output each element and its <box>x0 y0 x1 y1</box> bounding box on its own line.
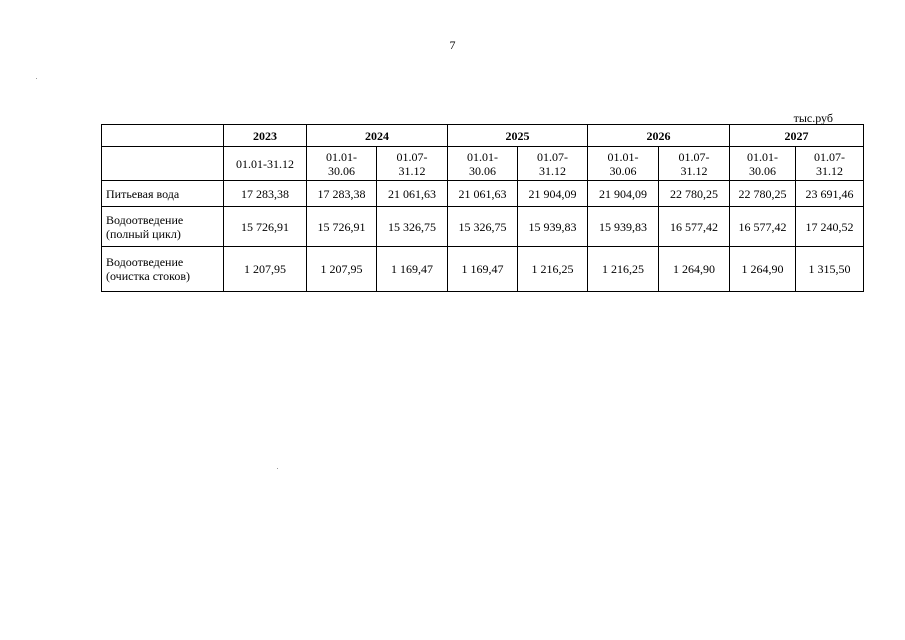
year-header: 2027 <box>730 125 864 147</box>
value-cell: 15 326,75 <box>377 207 448 247</box>
value-cell: 22 780,25 <box>659 181 730 207</box>
period-header: 01.01-31.12 <box>224 147 307 181</box>
year-header-row <box>102 125 864 147</box>
period-header: 01.01- 30.06 <box>588 147 659 181</box>
value-cell: 1 207,95 <box>224 247 307 292</box>
value-cell: 16 577,42 <box>730 207 796 247</box>
value-cell: 17 240,52 <box>796 207 864 247</box>
value-cell: 15 726,91 <box>307 207 377 247</box>
value-cell: 15 726,91 <box>224 207 307 247</box>
period-header: 01.01- 30.06 <box>730 147 796 181</box>
value-cell: 17 283,38 <box>224 181 307 207</box>
year-header: 2026 <box>588 125 730 147</box>
unit-label: тыс.руб <box>793 111 833 125</box>
period-corner-cell <box>102 147 224 181</box>
value-cell: 1 264,90 <box>730 247 796 292</box>
scan-speck <box>277 468 278 469</box>
value-cell: 1 315,50 <box>796 247 864 292</box>
value-cell: 1 216,25 <box>518 247 588 292</box>
scan-speck <box>36 78 37 79</box>
value-cell: 16 577,42 <box>659 207 730 247</box>
table-row <box>102 207 864 247</box>
value-cell: 1 264,90 <box>659 247 730 292</box>
page-number: 7 <box>449 38 456 52</box>
value-cell: 1 169,47 <box>448 247 518 292</box>
value-cell: 21 061,63 <box>448 181 518 207</box>
row-label: Водоотведение (полный цикл) <box>102 207 224 247</box>
period-header: 01.07- 31.12 <box>518 147 588 181</box>
tariff-table <box>101 124 864 292</box>
row-label: Водоотведение (очистка стоков) <box>102 247 224 292</box>
value-cell: 21 904,09 <box>518 181 588 207</box>
value-cell: 1 169,47 <box>377 247 448 292</box>
period-header: 01.07- 31.12 <box>796 147 864 181</box>
table-row <box>102 181 864 207</box>
period-header: 01.01- 30.06 <box>307 147 377 181</box>
value-cell: 17 283,38 <box>307 181 377 207</box>
period-header: 01.07- 31.12 <box>377 147 448 181</box>
value-cell: 15 939,83 <box>588 207 659 247</box>
row-label: Питьевая вода <box>102 181 224 207</box>
period-header: 01.07- 31.12 <box>659 147 730 181</box>
value-cell: 1 216,25 <box>588 247 659 292</box>
corner-cell <box>102 125 224 147</box>
year-header: 2025 <box>448 125 588 147</box>
year-header: 2023 <box>224 125 307 147</box>
year-header: 2024 <box>307 125 448 147</box>
value-cell: 15 326,75 <box>448 207 518 247</box>
period-header-row <box>102 147 864 181</box>
value-cell: 15 939,83 <box>518 207 588 247</box>
value-cell: 1 207,95 <box>307 247 377 292</box>
period-header: 01.01- 30.06 <box>448 147 518 181</box>
value-cell: 21 061,63 <box>377 181 448 207</box>
value-cell: 22 780,25 <box>730 181 796 207</box>
value-cell: 23 691,46 <box>796 181 864 207</box>
table-row <box>102 247 864 292</box>
value-cell: 21 904,09 <box>588 181 659 207</box>
